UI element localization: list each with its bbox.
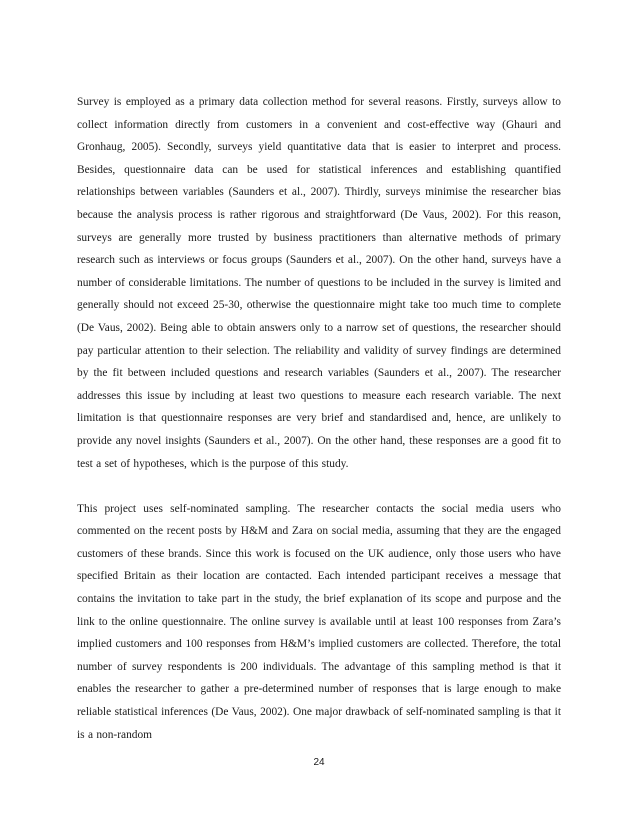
page-number: 24 xyxy=(313,757,325,768)
paragraph-survey-method: Survey is employed as a primary data collection method for several reasons. Firstly, surveys allow to collect information directly from customers in a convenient and cost-effective way (Ghauri and Gronhaug, 2005). Secondly, surveys yield quantitative data that is easier to interpret and process. Besides, questionnaire data can be used for statistical inferences and establishing quantified relationships between variables (Saunders et al., 2007). Thirdly, surveys minimise the researcher bias because the analysis process is rather rigorous and straightforward (De Vaus, 2002). For this reason, surveys are generally more trusted by business practitioners than alternative methods of primary research such as interviews or focus groups (Saunders et al., 2007). On the other hand, surveys have a number of considerable limitations. The number of questions to be included in the survey is limited and generally should not exceed 25-30, otherwise the questionnaire might take too much time to complete (De Vaus, 2002). Being able to obtain answers only to a narrow set of questions, the researcher should pay particular attention to their selection. The reliability and validity of survey findings are determined by the fit between included questions and research variables (Saunders et al., 2007). The researcher addresses this issue by including at least two questions to measure each research variable. The next limitation is that questionnaire responses are very brief and standardised and, hence, are unlikely to provide any novel insights (Saunders et al., 2007). On the other hand, these responses are a good fit to test a set of hypotheses, which is the purpose of this study. xyxy=(77,96,561,470)
paragraph-sampling: This project uses self-nominated sampling. The researcher contacts the social media users who commented on the recent posts by H&M and Zara on social media, assuming that they are the engaged customers of these brands. Since this work is focused on the UK audience, only those users who have specified Britain as their location are contacted. Each intended participant receives a message that contains the invitation to take part in the study, the brief explanation of its scope and purpose and the link to the online questionnaire. The online survey is available until at least 100 responses from Zara’s implied customers and 100 responses from H&M’s implied customers are collected. Therefore, the total number of survey respondents is 200 individuals. The advantage of this sampling method is that it enables the researcher to gather a pre-determined number of responses that is large enough to make reliable statistical inferences (De Vaus, 2002). One major drawback of self-nominated sampling is that it is a non-random xyxy=(77,502,561,741)
body-text xyxy=(77,91,561,746)
